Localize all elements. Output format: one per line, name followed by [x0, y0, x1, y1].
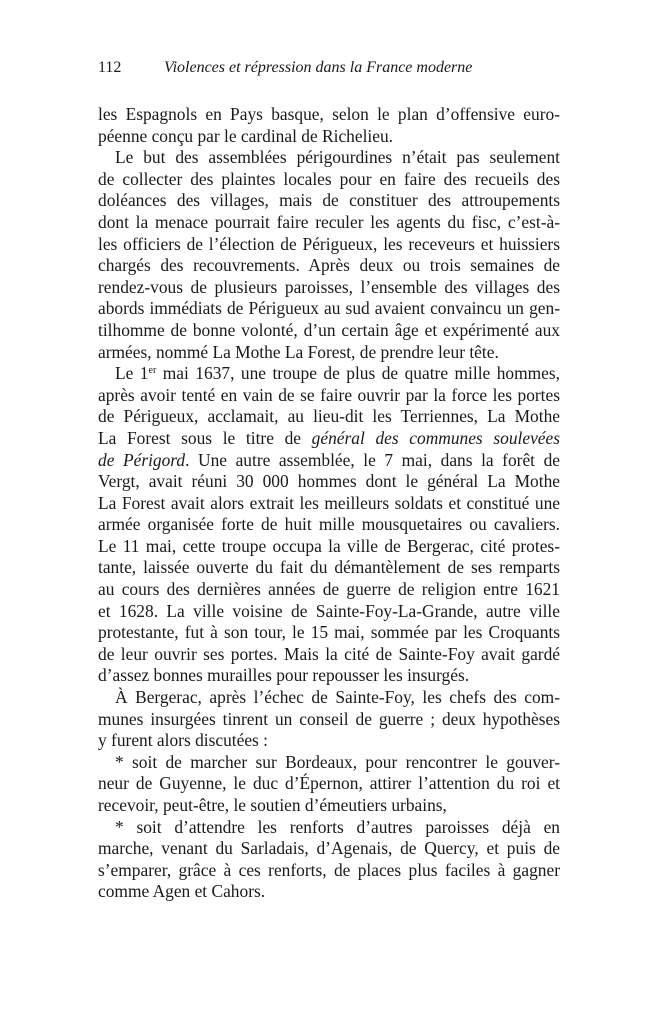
text-run: marche, venant du Sarladais, d’Agenais, de Quercy, et puis de: [98, 838, 560, 859]
text-line: [98, 860, 560, 882]
text-line: [98, 709, 560, 731]
text-run: de leur ouvrir ses portes. Mais la cité de Sainte-Foy avait gardé: [98, 643, 560, 664]
text-run: La Forest sous le titre de: [98, 427, 312, 448]
text-run: péenne conçu par le cardinal de Richelieu.: [98, 125, 394, 146]
body-text: [98, 104, 560, 903]
text-line: [98, 342, 560, 364]
text-line: [98, 579, 560, 601]
text-line: [98, 428, 560, 450]
text-run: comme Agen et Cahors.: [98, 881, 266, 902]
text-run: neur de Guyenne, le duc d’Épernon, attirer l’attention du roi et: [98, 773, 560, 794]
text-line: [98, 450, 560, 472]
text-run: et 1628. La ville voisine de Sainte-Foy-La-Grande, autre ville: [98, 600, 560, 621]
text-line: [98, 514, 560, 536]
text-line: [98, 169, 560, 191]
text-run: d’assez bonnes murailles pour repousser les insurgés.: [98, 665, 470, 686]
text-line: [98, 255, 560, 277]
text-run: tilhomme de bonne volonté, d’un certain âge et expérimenté aux: [98, 319, 560, 340]
text-line: [98, 406, 560, 428]
text-line: [98, 687, 560, 709]
text-line: [98, 838, 560, 860]
text-run: protestante, fut à son tour, le 15 mai, sommée par les Croquants: [98, 622, 560, 643]
text-line: [98, 147, 560, 169]
ordinal-superscript: er: [148, 365, 157, 377]
text-line: [98, 752, 560, 774]
text-run: doléances des villages, mais de constituer des attroupements: [98, 190, 560, 211]
text-run: de Périgueux, acclamait, au lieu-dit les Terriennes, La Mothe: [98, 406, 560, 427]
text-run: Vergt, avait réuni 30 000 hommes dont le général La Mothe: [98, 471, 560, 492]
text-run: À Bergerac, après l’échec de Sainte-Foy, les chefs des com-: [115, 687, 560, 708]
running-title: Violences et répression dans la France moderne: [164, 59, 473, 76]
text-run: rendez-vous de plusieurs paroisses, l’ensemble des villages des: [98, 276, 560, 297]
text-run: La Forest avait alors extrait les meilleurs soldats et constitué une: [98, 492, 560, 513]
text-run: Le but des assemblées périgourdines n’était pas seulement: [115, 147, 560, 168]
text-line: [98, 536, 560, 558]
text-run: abords immédiats de Périgueux au sud avaient convaincu un gen-: [98, 298, 560, 319]
text-line: [98, 320, 560, 342]
italic-run: général des communes soulevées: [311, 427, 560, 448]
text-line: [98, 795, 560, 817]
text-line: [98, 298, 560, 320]
text-line: [98, 126, 560, 148]
text-run: armées, nommé La Mothe La Forest, de prendre leur tête.: [98, 341, 499, 362]
text-run: les Espagnols en Pays basque, selon le plan d’offensive euro-: [98, 104, 560, 124]
text-line: [98, 644, 560, 666]
text-run: chargés des recouvrements. Après deux ou trois semaines de: [98, 255, 560, 276]
text-run: s’emparer, grâce à ces renforts, de places plus faciles à gagner: [98, 859, 560, 880]
text-line: [98, 730, 560, 752]
text-line: [98, 363, 560, 385]
running-header: [98, 58, 472, 78]
italic-run: de Périgord: [98, 449, 186, 470]
text-run: Le 11 mai, cette troupe occupa la ville de Bergerac, cité protes-: [98, 535, 560, 556]
text-run: de collecter des plaintes locales pour en faire des recueils des: [98, 168, 560, 189]
text-run: après avoir tenté en vain de se faire ouvrir par la force les portes: [98, 384, 560, 405]
text-run: au cours des dernières années de guerre de religion entre 1621: [98, 579, 560, 600]
text-run: y furent alors discutées :: [98, 730, 268, 751]
text-line: [98, 622, 560, 644]
text-run: Le 1: [115, 363, 149, 384]
text-line: [98, 881, 560, 903]
text-line: [98, 212, 560, 234]
text-line: [98, 234, 560, 256]
text-line: [98, 773, 560, 795]
text-line: [98, 471, 560, 493]
text-run: . Une autre assemblée, le 7 mai, dans la forêt de: [185, 449, 560, 470]
text-run: mai 1637, une troupe de plus de quatre mille hommes,: [156, 363, 560, 384]
text-run: dont la menace pourrait faire reculer les agents du fisc, c’est-à-: [98, 211, 560, 232]
text-line: [98, 385, 560, 407]
text-run: armée organisée forte de huit mille mousquetaires ou cavaliers.: [98, 514, 560, 535]
text-run: recevoir, peut-être, le soutien d’émeutiers urbains,: [98, 795, 447, 815]
text-run: * soit d’attendre les renforts d’autres paroisses déjà en: [115, 816, 560, 837]
text-line: [98, 557, 560, 579]
text-line: [98, 277, 560, 299]
text-run: * soit de marcher sur Bordeaux, pour rencontrer le gouver-: [115, 751, 560, 772]
text-line: [98, 665, 560, 687]
text-line: [98, 601, 560, 623]
text-line: [98, 817, 560, 839]
text-line: [98, 190, 560, 212]
text-run: munes insurgées tinrent un conseil de guerre ; deux hypothèses: [98, 708, 560, 729]
text-run: les officiers de l’élection de Périgueux, les receveurs et huissiers: [98, 233, 560, 254]
text-run: tante, laissée ouverte du fait du démantèlement de ses remparts: [98, 557, 560, 578]
text-line: [98, 493, 560, 515]
page-number: 112: [98, 59, 122, 76]
text-line: [98, 104, 560, 126]
